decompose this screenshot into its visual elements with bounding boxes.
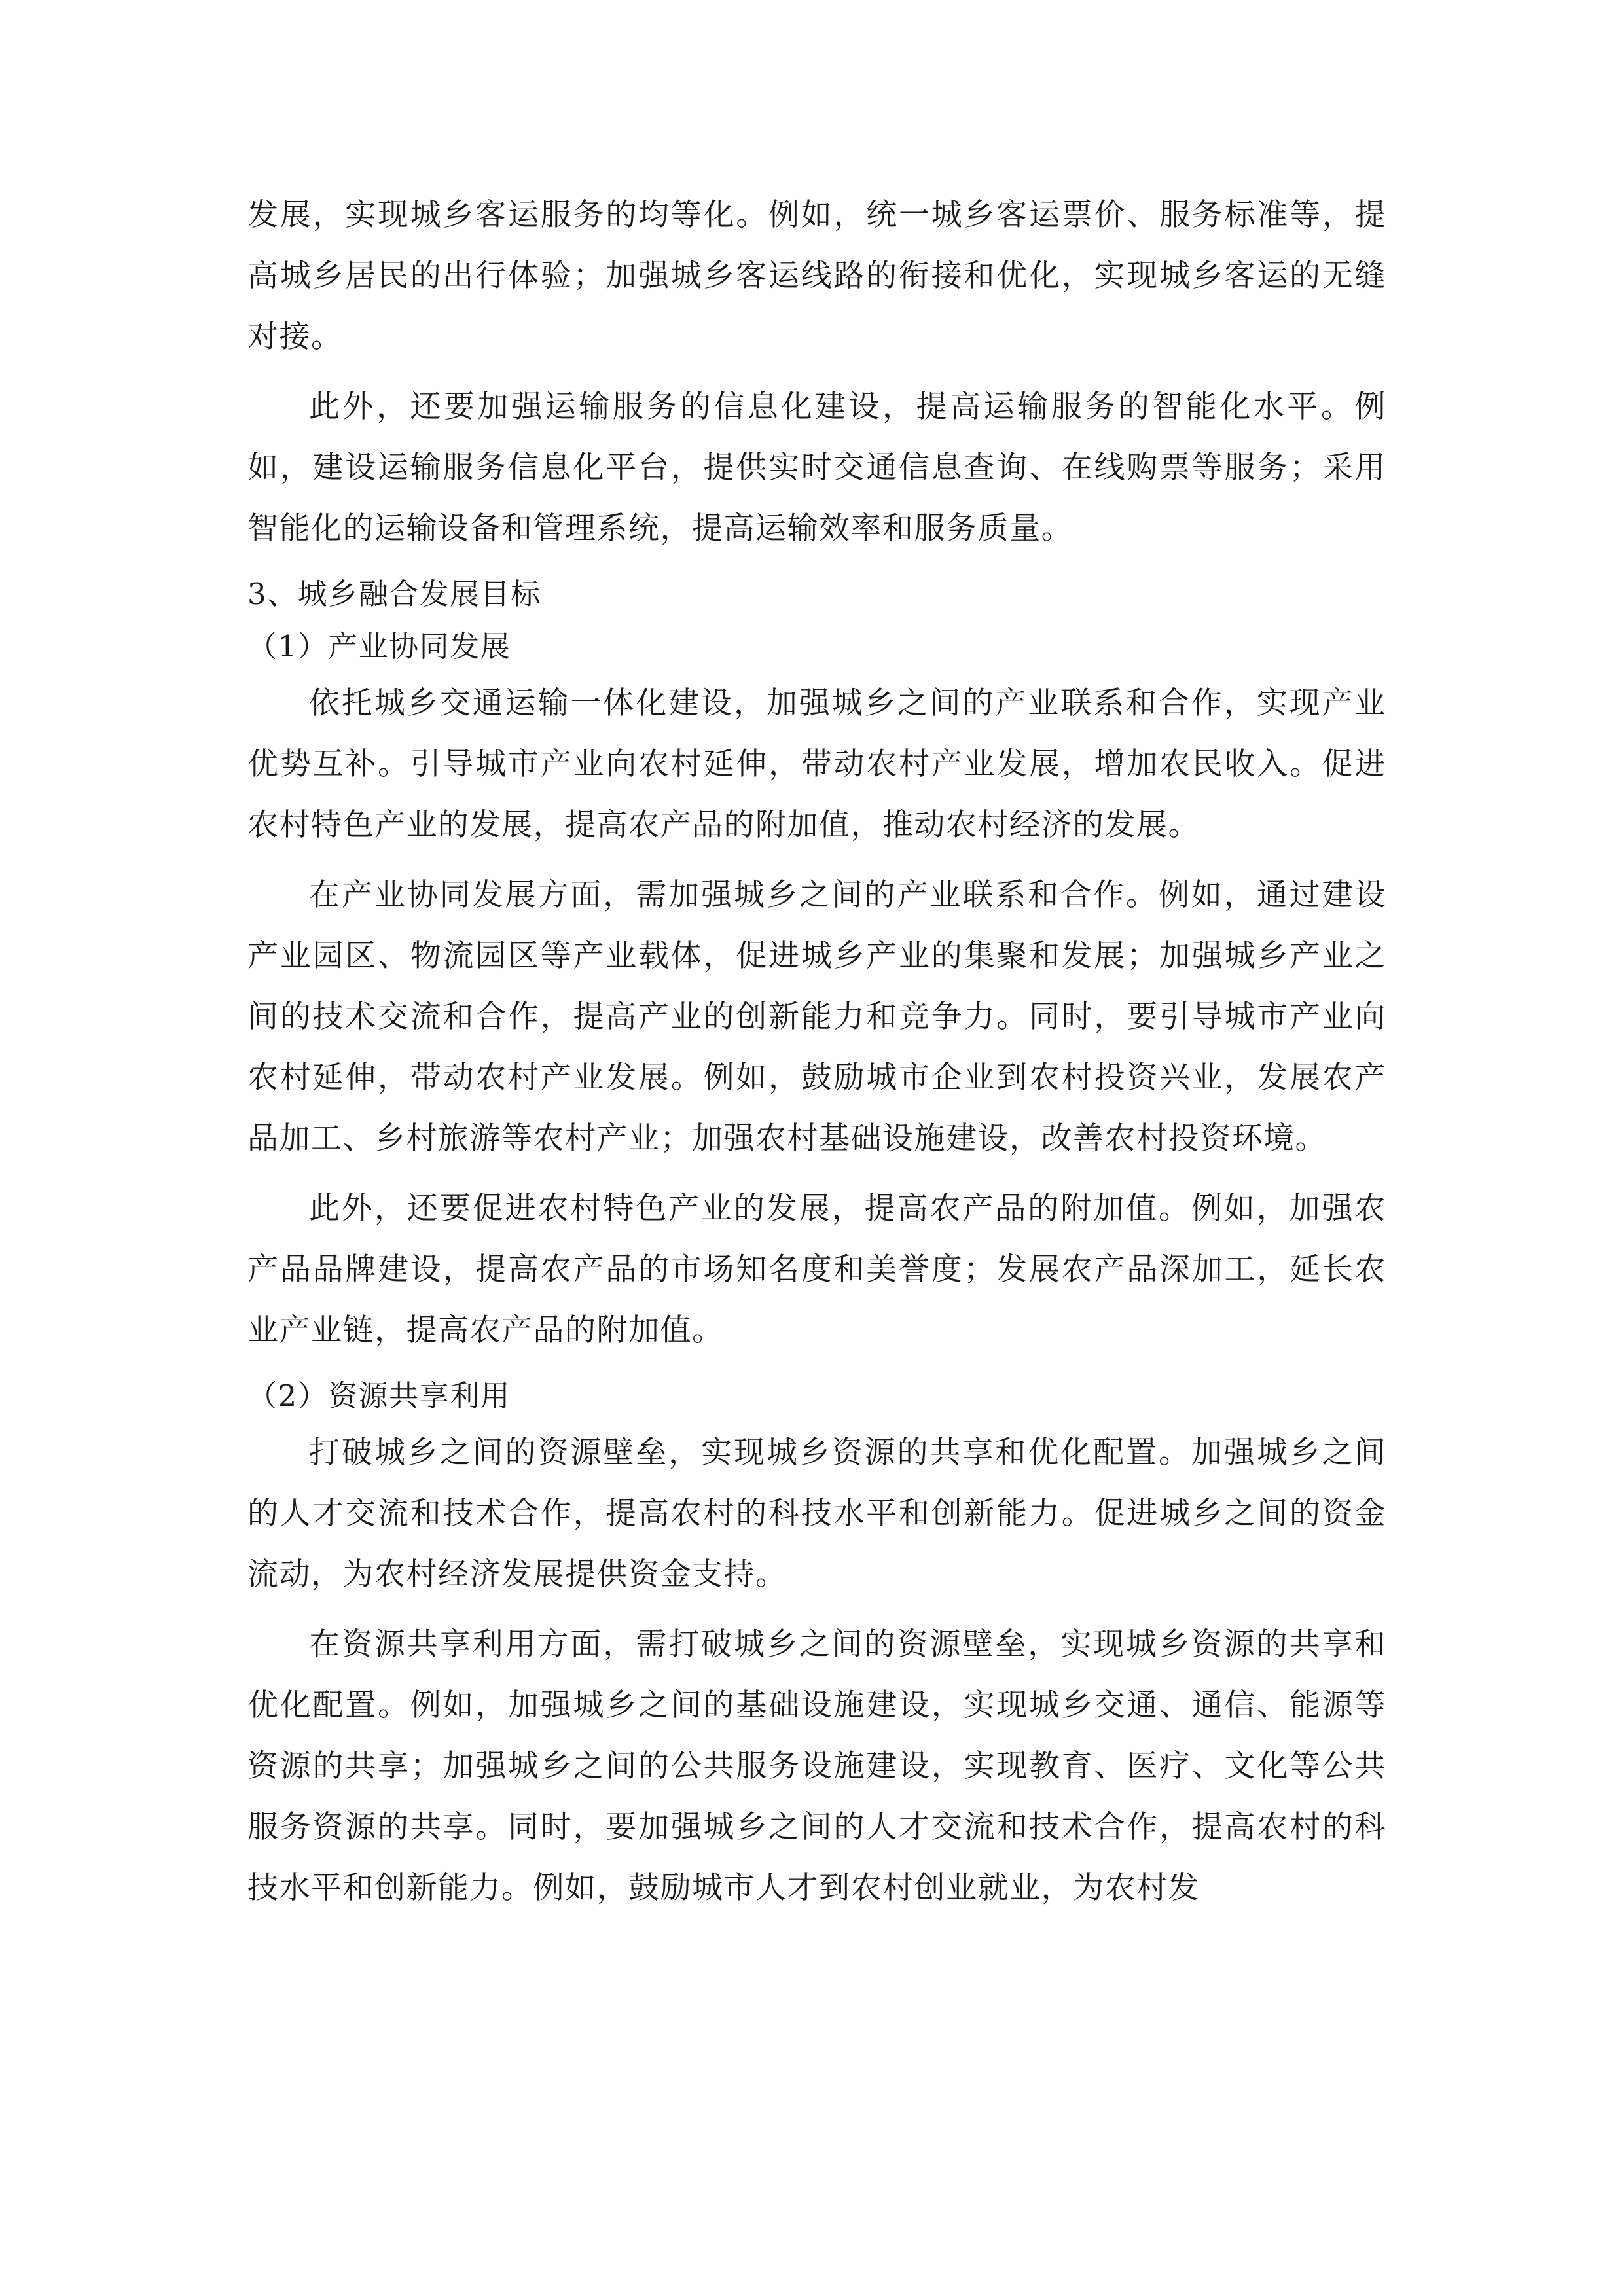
body-paragraph: 此外，还要加强运输服务的信息化建设，提高运输服务的智能化水平。例如，建设运输服务信息化平台，提供实时交通信息查询、在线购票等服务；采用智能化的运输设备和管理系统，提高运输效率和服务质量。 bbox=[247, 389, 1386, 547]
document-body bbox=[247, 185, 1386, 1918]
body-paragraph: 在产业协同发展方面，需加强城乡之间的产业联系和合作。例如，通过建设产业园区、物流园区等产业载体，促进城乡产业的集聚和发展；加强城乡产业之间的技术交流和合作，提高产业的创新能力和竞争力。同时，要引导城市产业向农村延伸，带动农村产业发展。例如，鼓励城市企业到农村投资兴业，发展农产品加工、乡村旅游等农村产业；加强农村基础设施建设，改善农村投资环境。 bbox=[247, 877, 1386, 1157]
body-paragraph: 打破城乡之间的资源壁垒，实现城乡资源的共享和优化配置。加强城乡之间的人才交流和技术合作，提高农村的科技水平和创新能力。促进城乡之间的资金流动，为农村经济发展提供资金支持。 bbox=[247, 1435, 1386, 1592]
subsection-heading: （2）资源共享利用 bbox=[247, 1378, 511, 1413]
subsection-heading: （1）产业协同发展 bbox=[247, 629, 511, 664]
body-paragraph: 在资源共享利用方面，需打破城乡之间的资源壁垒，实现城乡资源的共享和优化配置。例如，加强城乡之间的基础设施建设，实现城乡交通、通信、能源等资源的共享；加强城乡之间的公共服务设施建设，实现教育、医疗、文化等公共服务资源的共享。同时，要加强城乡之间的人才交流和技术合作，提高农村的科技水平和创新能力。例如，鼓励城市人才到农村创业就业，为农村发 bbox=[247, 1626, 1386, 1906]
body-paragraph: 发展，实现城乡客运服务的均等化。例如，统一城乡客运票价、服务标准等，提高城乡居民的出行体验；加强城乡客运线路的衔接和优化，实现城乡客运的无缝对接。 bbox=[247, 197, 1386, 355]
section-heading: 3、城乡融合发展目标 bbox=[247, 577, 541, 611]
body-paragraph: 此外，还要促进农村特色产业的发展，提高农产品的附加值。例如，加强农产品品牌建设，提高农产品的市场知名度和美誉度；发展农产品深加工，延长农业产业链，提高农产品的附加值。 bbox=[247, 1191, 1386, 1348]
body-paragraph: 依托城乡交通运输一体化建设，加强城乡之间的产业联系和合作，实现产业优势互补。引导城市产业向农村延伸，带动农村产业发展，增加农民收入。促进农村特色产业的发展，提高农产品的附加值，推动农村经济的发展。 bbox=[247, 685, 1386, 843]
